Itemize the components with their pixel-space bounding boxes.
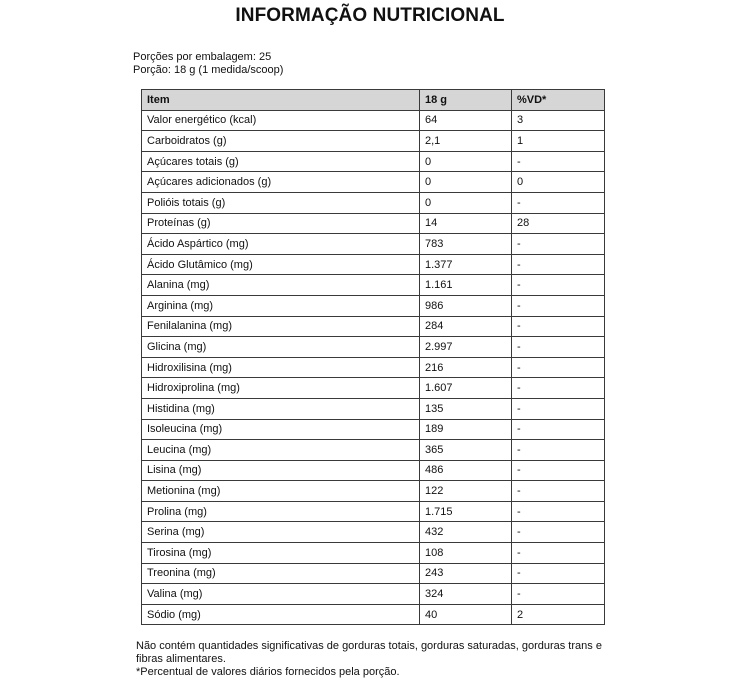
table-row [142, 192, 605, 213]
cell-serving-amount: 64 [420, 110, 512, 131]
cell-serving-amount: 486 [420, 460, 512, 481]
table-row [142, 110, 605, 131]
header-daily-value: %VD* [512, 90, 605, 111]
cell-serving-amount: 0 [420, 151, 512, 172]
cell-daily-value: - [512, 275, 605, 296]
cell-serving-amount: 1.161 [420, 275, 512, 296]
cell-item: Fenilalanina (mg) [142, 316, 420, 337]
cell-daily-value: - [512, 295, 605, 316]
cell-item: Polióis totais (g) [142, 192, 420, 213]
cell-daily-value: - [512, 481, 605, 502]
cell-serving-amount: 2.997 [420, 337, 512, 358]
table-row [142, 213, 605, 234]
table-row [142, 398, 605, 419]
cell-daily-value: - [512, 563, 605, 584]
cell-serving-amount: 324 [420, 584, 512, 605]
cell-item: Isoleucina (mg) [142, 419, 420, 440]
table-row [142, 151, 605, 172]
cell-item: Histidina (mg) [142, 398, 420, 419]
cell-daily-value: - [512, 316, 605, 337]
cell-serving-amount: 0 [420, 172, 512, 193]
table-row [142, 440, 605, 461]
cell-daily-value: - [512, 151, 605, 172]
cell-daily-value: - [512, 460, 605, 481]
table-row [142, 501, 605, 522]
cell-daily-value: - [512, 357, 605, 378]
cell-serving-amount: 189 [420, 419, 512, 440]
cell-item: Tirosina (mg) [142, 543, 420, 564]
table-row [142, 295, 605, 316]
cell-serving-amount: 1.377 [420, 254, 512, 275]
cell-serving-amount: 1.715 [420, 501, 512, 522]
cell-item: Treonina (mg) [142, 563, 420, 584]
cell-daily-value: - [512, 192, 605, 213]
header-serving: 18 g [420, 90, 512, 111]
table-row [142, 275, 605, 296]
cell-daily-value: - [512, 398, 605, 419]
cell-item: Ácido Glutâmico (mg) [142, 254, 420, 275]
cell-serving-amount: 122 [420, 481, 512, 502]
table-header-row [142, 90, 605, 111]
cell-serving-amount: 108 [420, 543, 512, 564]
table-row [142, 131, 605, 152]
cell-daily-value: - [512, 543, 605, 564]
cell-daily-value: - [512, 501, 605, 522]
cell-serving-amount: 783 [420, 234, 512, 255]
cell-item: Açúcares adicionados (g) [142, 172, 420, 193]
cell-item: Alanina (mg) [142, 275, 420, 296]
serving-size: Porção: 18 g (1 medida/scoop) [133, 64, 284, 76]
nutrition-table [141, 89, 605, 625]
cell-item: Hidroxiprolina (mg) [142, 378, 420, 399]
cell-daily-value: 0 [512, 172, 605, 193]
cell-item: Proteínas (g) [142, 213, 420, 234]
cell-daily-value: - [512, 440, 605, 461]
table-row [142, 172, 605, 193]
table-row [142, 584, 605, 605]
cell-serving-amount: 135 [420, 398, 512, 419]
cell-serving-amount: 243 [420, 563, 512, 584]
table-row [142, 337, 605, 358]
footnotes [136, 640, 616, 679]
table-row [142, 604, 605, 625]
cell-daily-value: 3 [512, 110, 605, 131]
cell-item: Glicina (mg) [142, 337, 420, 358]
cell-daily-value: 28 [512, 213, 605, 234]
cell-item: Valina (mg) [142, 584, 420, 605]
table-row [142, 563, 605, 584]
table-row [142, 254, 605, 275]
cell-daily-value: - [512, 337, 605, 358]
cell-item: Leucina (mg) [142, 440, 420, 461]
cell-daily-value: - [512, 419, 605, 440]
cell-item: Sódio (mg) [142, 604, 420, 625]
table-row [142, 378, 605, 399]
table-row [142, 316, 605, 337]
servings-info [133, 51, 283, 77]
table-row [142, 234, 605, 255]
cell-serving-amount: 216 [420, 357, 512, 378]
cell-item: Lisina (mg) [142, 460, 420, 481]
cell-serving-amount: 986 [420, 295, 512, 316]
cell-item: Carboidratos (g) [142, 131, 420, 152]
cell-item: Açúcares totais (g) [142, 151, 420, 172]
cell-item: Metionina (mg) [142, 481, 420, 502]
cell-item: Serina (mg) [142, 522, 420, 543]
footnote-percent-daily-value: *Percentual de valores diários fornecidos pela porção. [136, 666, 400, 678]
cell-item: Valor energético (kcal) [142, 110, 420, 131]
cell-serving-amount: 432 [420, 522, 512, 543]
cell-serving-amount: 365 [420, 440, 512, 461]
cell-daily-value: 1 [512, 131, 605, 152]
cell-item: Hidroxilisina (mg) [142, 357, 420, 378]
cell-daily-value: - [512, 234, 605, 255]
header-item: Item [142, 90, 420, 111]
cell-daily-value: - [512, 254, 605, 275]
cell-daily-value: - [512, 522, 605, 543]
cell-item: Prolina (mg) [142, 501, 420, 522]
cell-serving-amount: 2,1 [420, 131, 512, 152]
nutrition-table-body [142, 110, 605, 625]
page-title: INFORMAÇÃO NUTRICIONAL [235, 5, 505, 26]
table-row [142, 419, 605, 440]
table-row [142, 543, 605, 564]
cell-daily-value: 2 [512, 604, 605, 625]
cell-serving-amount: 40 [420, 604, 512, 625]
cell-daily-value: - [512, 378, 605, 399]
table-row [142, 481, 605, 502]
footnote-not-significant: Não contém quantidades significativas de gorduras totais, gorduras saturadas, gorduras trans e fibras alimentares. [136, 640, 602, 665]
servings-per-package: Porções por embalagem: 25 [133, 51, 272, 63]
table-row [142, 522, 605, 543]
table-row [142, 460, 605, 481]
cell-serving-amount: 0 [420, 192, 512, 213]
cell-daily-value: - [512, 584, 605, 605]
cell-serving-amount: 284 [420, 316, 512, 337]
table-row [142, 357, 605, 378]
cell-item: Arginina (mg) [142, 295, 420, 316]
cell-serving-amount: 14 [420, 213, 512, 234]
cell-serving-amount: 1.607 [420, 378, 512, 399]
cell-item: Ácido Aspártico (mg) [142, 234, 420, 255]
